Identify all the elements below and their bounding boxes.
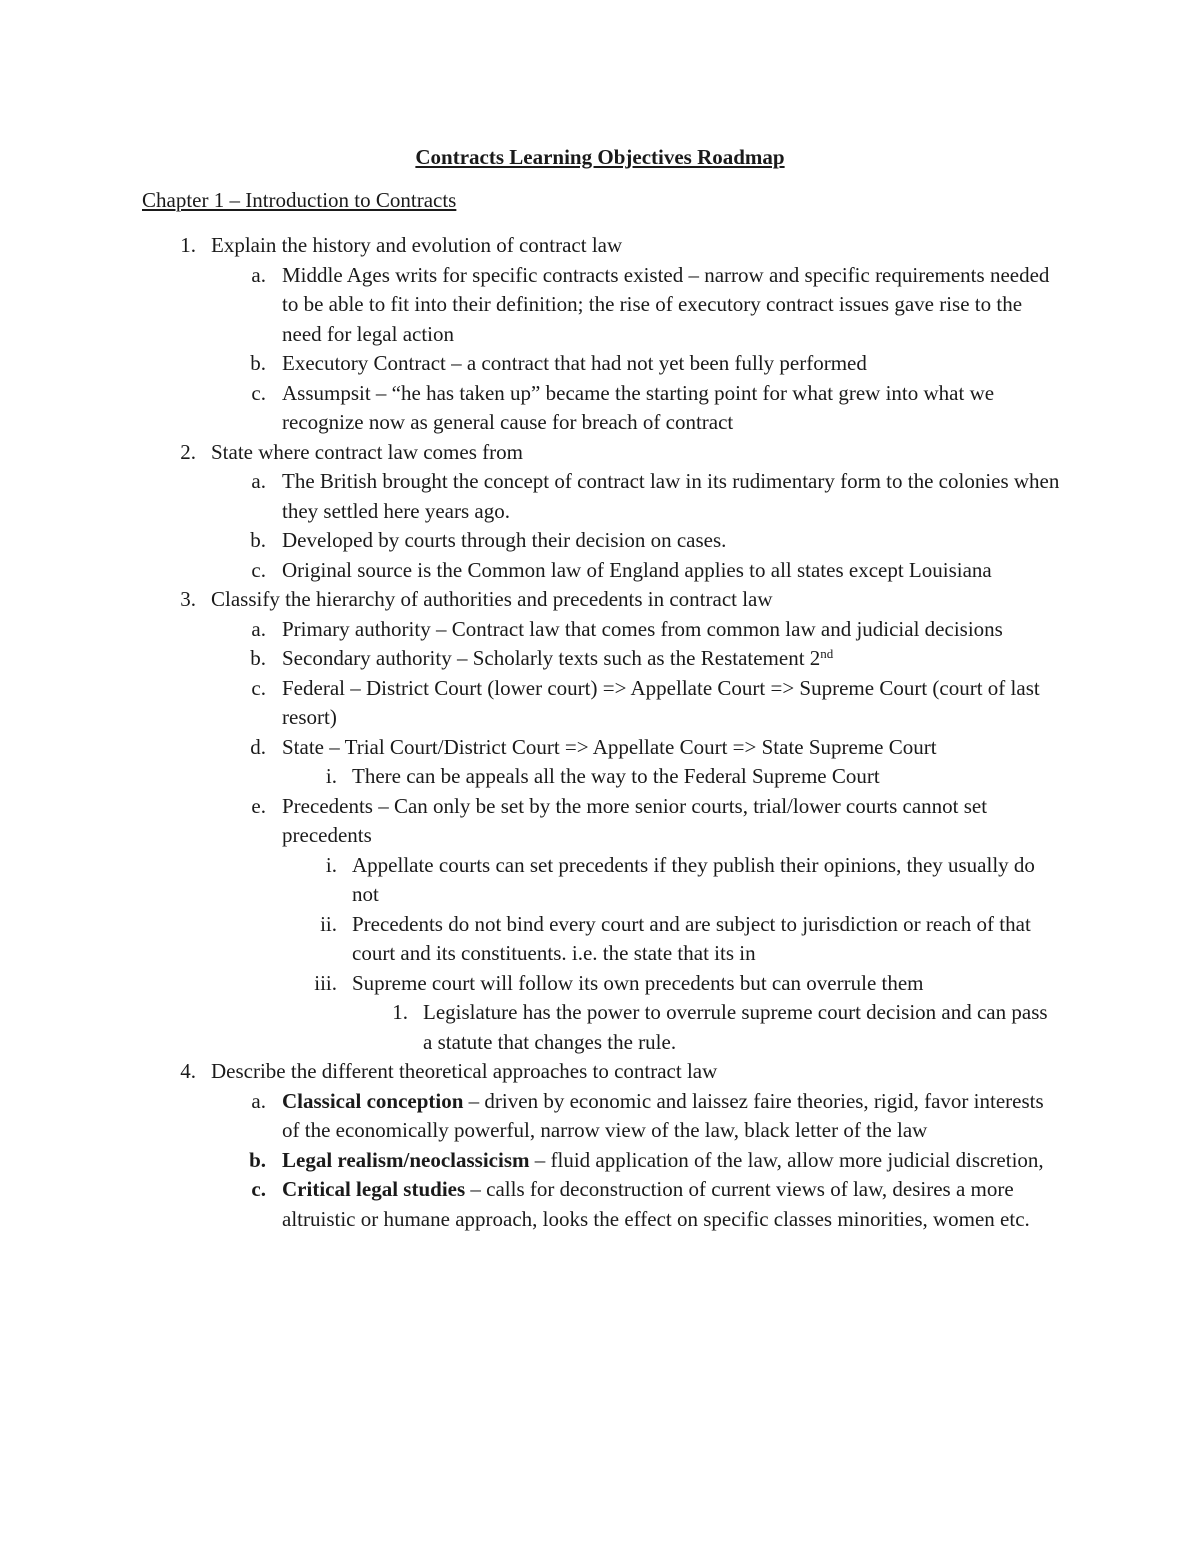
nested-number: 1. [392,1000,408,1024]
point-text: Primary authority – Contract law that comes from common law and judicial decisions [282,616,1003,641]
point-letter: b. [250,646,266,670]
point-letter: c. [251,675,266,700]
point-term: Classical conception [282,1088,464,1113]
point-text: Executory Contract – a contract that had not yet been fully performed [282,351,867,375]
point-item [0,556,1060,586]
point-item [0,733,1060,763]
point-letter: b. [250,528,266,552]
nested-item [0,998,1060,1057]
point-item [0,615,1060,645]
point-letter: c. [251,380,266,405]
subpoint-numeral: i. [325,764,337,788]
point-letter: b. [249,1147,266,1172]
ordinal-superscript: nd [820,646,834,661]
point-letter: b. [250,351,266,375]
subpoint-text: Supreme court will follow its own precedents but can overrule them [352,970,924,995]
point-text: Precedents – Can only be set by the more senior courts, trial/lower courts cannot set precedents [282,793,988,847]
subpoint-numeral: ii. [320,911,337,936]
subpoint-text: Appellate courts can set precedents if they publish their opinions, they usually do not [352,852,1035,906]
point-text: Federal – District Court (lower court) => Appellate Court => Supreme Court (court of last resort) [282,675,1040,729]
subpoint-numeral: i. [325,852,337,877]
objective-text: State where contract law comes from [211,439,523,464]
subpoint-numeral: iii. [314,970,337,995]
point-item [0,1087,1060,1146]
point-item [0,644,1060,674]
point-text: Assumpsit – “he has taken up” became the starting point for what grew into what we recognize now as general cause for breach of contract [282,380,995,434]
point-item [0,1175,1060,1234]
nested-text: Legislature has the power to overrule supreme court decision and can pass a statute that changes the rule. [423,1000,1048,1054]
point-text: – calls for deconstruction of current views of law, desires a more altruistic or humane approach, looks the effect on specific classes minorities, women etc. [282,1177,1030,1231]
chapter-heading: Chapter 1 – Introduction to Contracts [142,188,457,212]
subpoint-item [0,969,1060,999]
point-text: Secondary authority – Scholarly texts such as the Restatement 2 [282,646,821,670]
point-item [0,792,1060,851]
objective-text: Explain the history and evolution of contract law [211,233,623,257]
objective-item [0,438,1059,468]
objective-item [0,231,1059,261]
point-item [0,379,1060,438]
point-letter: e. [251,793,266,818]
objective-text: Describe the different theoretical approaches to contract law [211,1059,718,1083]
objectives-outline [0,231,1200,1234]
point-term: Legal realism/neoclassicism [282,1147,530,1172]
point-letter: a. [251,262,266,287]
point-letter: c. [251,1177,266,1201]
point-text: – driven by economic and laissez faire theories, rigid, favor interests of the economically powerful, narrow view of the law, black letter of the law [282,1088,1044,1142]
point-text: – fluid application of the law, allow more judicial discretion, [529,1147,1044,1172]
point-text: State – Trial Court/District Court => Appellate Court => State Supreme Court [282,734,937,759]
objective-item [0,585,1059,615]
subpoint-text: Precedents do not bind every court and are subject to jurisdiction or reach of that court and its constituents. i.e. the state that its in [352,911,1031,965]
objective-number: 1. [180,233,196,257]
objective-item [0,1057,1059,1087]
point-item [0,261,1060,350]
point-letter: a. [251,616,266,641]
point-item [0,467,1060,526]
objective-number: 2. [180,439,196,464]
point-item [0,674,1060,733]
point-term: Critical legal studies [282,1177,466,1201]
subpoint-item [0,762,1060,792]
subpoint-text: There can be appeals all the way to the Federal Supreme Court [352,764,880,788]
objective-number: 3. [180,587,196,611]
objective-number: 4. [180,1059,196,1083]
point-letter: d. [250,734,266,759]
document-title: Contracts Learning Objectives Roadmap [415,145,785,169]
point-text: Original source is the Common law of England applies to all states except Louisiana [282,557,992,582]
point-item [0,526,1060,556]
point-letter: a. [251,469,266,493]
point-text: The British brought the concept of contract law in its rudimentary form to the colonies when they settled here years ago. [282,469,1060,523]
point-item [0,349,1060,379]
point-text: Middle Ages writs for specific contracts existed – narrow and specific requirements needed to be able to fit into their definition; the rise of executory contract issues gave rise to the need for legal action [282,262,1050,346]
point-item [0,1146,1060,1176]
subpoint-item [0,851,1060,910]
point-text: Developed by courts through their decision on cases. [282,528,727,552]
point-letter: a. [251,1088,266,1113]
objective-text: Classify the hierarchy of authorities and precedents in contract law [211,587,773,611]
subpoint-item [0,910,1060,969]
point-letter: c. [251,557,266,582]
